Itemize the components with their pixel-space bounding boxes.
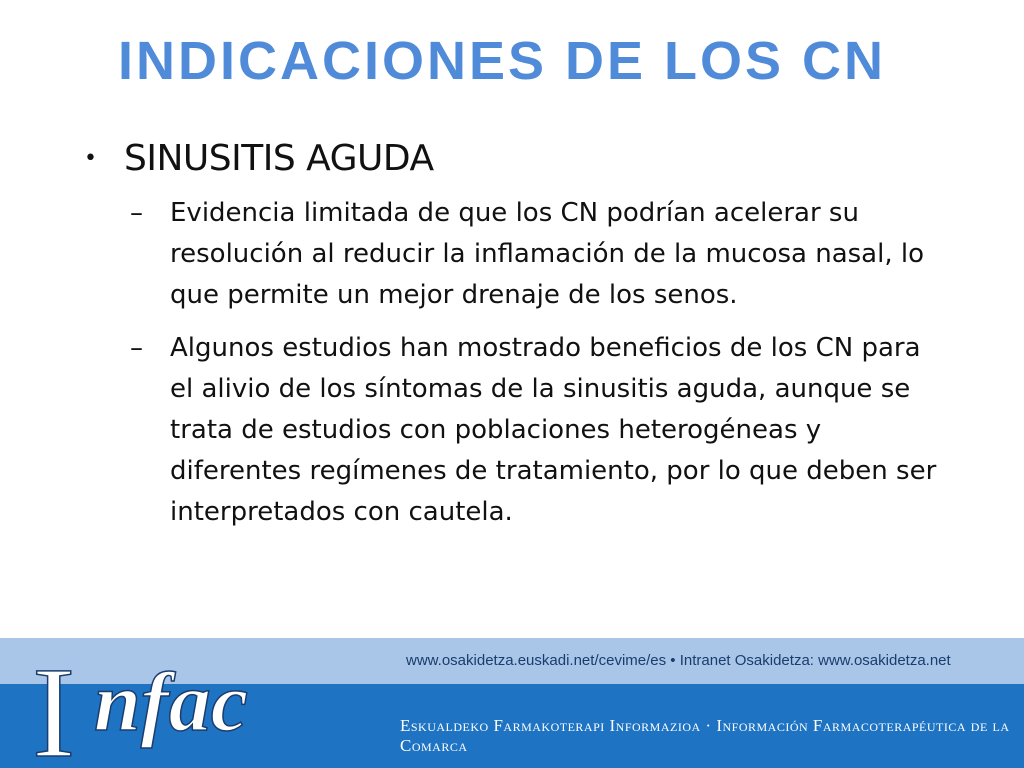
bullet-marker: • — [84, 146, 97, 171]
section-heading: SINUSITIS AGUDA — [124, 138, 434, 179]
logo-letters: nfac — [94, 656, 248, 749]
footer-organization: Eskualdeko Farmakoterapi Informazioa · Información Farmacoterapéutica de la Comarca — [400, 716, 1010, 755]
sub-point-list — [130, 193, 984, 533]
dash-marker: – — [130, 198, 143, 228]
dash-marker: – — [130, 333, 143, 363]
infac-logo — [32, 638, 332, 768]
slide-content — [84, 138, 984, 545]
sub-point-text: Evidencia limitada de que los CN podrían acelerar su resolución al reducir la inflamación de la mucosa nasal, lo que permite un mejor drenaje de los senos. — [170, 198, 924, 310]
section-bullet — [84, 138, 984, 179]
sub-point — [130, 193, 984, 316]
logo-initial: I — [32, 641, 76, 768]
sub-point — [130, 328, 984, 533]
footer-urls: www.osakidetza.euskadi.net/cevime/es • Intranet Osakidetza: www.osakidetza.net — [406, 652, 951, 669]
footer-banner — [0, 638, 1024, 768]
slide-title: INDICACIONES DE LOS CN — [117, 31, 887, 91]
sub-point-text: Algunos estudios han mostrado beneficios de los CN para el alivio de los síntomas de la sinusitis aguda, aunque se trata de estudios con poblaciones heterogéneas y diferentes regímenes de tratamiento, por lo que deben ser interpretados con cautela. — [170, 333, 937, 527]
